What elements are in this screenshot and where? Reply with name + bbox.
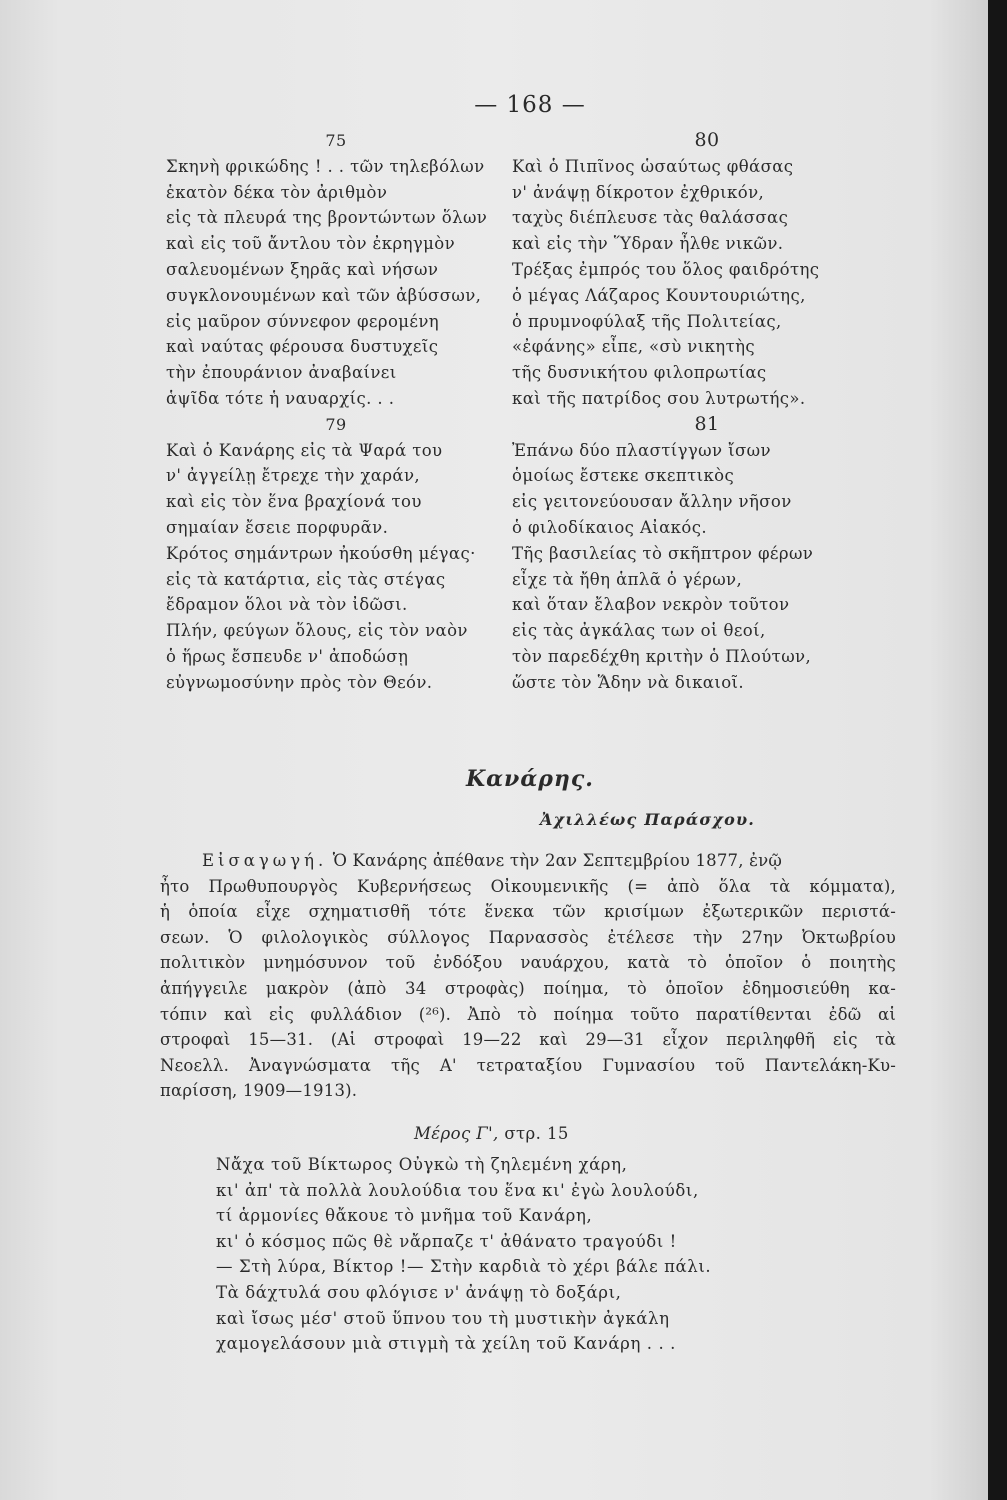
intro-line: ἡ ὁποία εἶχε σχηματισθῆ τότε ἕνεκα τῶν κρισίμων ἐξωτερικῶν περιστά-	[160, 902, 896, 922]
verse-line: καὶ ναύτας φέρουσα δυστυχεῖς	[166, 337, 439, 357]
intro-line-first	[160, 848, 896, 874]
verse-line: ὥστε τὸν Ἅδην νὰ δικαιοῖ.	[512, 672, 745, 692]
verse-line: Νἄχα τοῦ Βίκτωρος Οὐγκὼ τὴ ζηλεμένη χάρη,	[216, 1155, 628, 1174]
strophe-label: στρ. 15	[504, 1124, 569, 1143]
verse-line: ταχὺς διέπλευσε τὰς θαλάσσας	[512, 208, 789, 228]
verse-line: τὴν ἐπουράνιον ἀναβαίνει	[166, 363, 397, 383]
verse-line: καὶ εἰς τοῦ ἄντλου τὸν ἐκρηγμὸν	[166, 234, 456, 254]
verse-line: τὸν παρεδέχθη κριτὴν ὁ Πλούτων,	[512, 646, 812, 666]
stanza-number: 81	[694, 412, 720, 435]
scan-edge	[988, 0, 1007, 1500]
verse-line: εἶχε τὰ ἤθη ἁπλᾶ ὁ γέρων,	[512, 569, 743, 589]
stanza-number: 75	[325, 131, 347, 150]
verse-line: εἰς τὰ κατάρτια, εἰς τὰς στέγας	[166, 569, 446, 589]
section-author: Ἀχιλλέως Παράσχου.	[540, 810, 756, 829]
intro-line: Ὁ Κανάρης ἀπέθανε τὴν 2αν Σεπτεμβρίου 1877, ἐνῷ	[332, 851, 783, 870]
part-label: Μέρος Γ',	[414, 1124, 499, 1143]
verse-line: ὁ φιλοδίκαιος Αἰακός.	[512, 517, 707, 537]
intro-line: πολιτικὸν μνημόσυνον τοῦ ἐνδόξου ναυάρχου, κατὰ τὸ ὁποῖον ὁ ποιητὴς	[160, 953, 896, 973]
verse-line: τῆς δυσνικήτου φιλοπρωτίας	[512, 363, 767, 383]
verse-line: εἰς τὰς ἀγκάλας των οἱ θεοί,	[512, 621, 766, 641]
verse-line: ἔδραμον ὅλοι νὰ τὸν ἰδῶσι.	[166, 595, 408, 615]
intro-line: ἀπήγγειλε μακρὸν (ἀπὸ 34 στροφὰς) ποίημα, τὸ ὁποῖον ἐδημοσιεύθη κα-	[160, 978, 896, 998]
intro-line: παρίσση, 1909—1913).	[160, 1081, 358, 1101]
section-title: Κανάρης.	[466, 766, 594, 792]
verse-subheading	[414, 1124, 569, 1143]
verse-line: Πλήν, φεύγων ὅλους, εἰς τὸν ναὸν	[166, 621, 468, 641]
verse-line: Καὶ ὁ Κανάρης εἰς τὰ Ψαρά του	[166, 440, 443, 460]
intro-label: Εἰσαγωγή.	[202, 851, 328, 870]
verse-line: ν' ἀνάψῃ δίκροτον ἐχθρικόν,	[512, 182, 765, 202]
page-number: — 168 —	[474, 92, 586, 118]
right-column	[512, 128, 902, 696]
verse-line: εὐγνωμοσύνην πρὸς τὸν Θεόν.	[166, 672, 433, 692]
verse-line: εἰς τὰ πλευρά της βροντώντων ὅλων	[166, 208, 488, 228]
verse-line: ὁ μέγας Λάζαρος Κουντουριώτης,	[512, 285, 806, 305]
intro-line: Νεοελλ. Ἀναγνώσματα τῆς Α' τετραταξίου Γυμνασίου τοῦ Παντελάκη-Κυ-	[160, 1055, 896, 1075]
verse-line: εἰς γειτονεύουσαν ἄλλην νῆσον	[512, 492, 792, 512]
verse-block	[216, 1152, 816, 1357]
verse-line: καὶ εἰς τὴν Ὕδραν ἦλθε νικῶν.	[512, 234, 784, 254]
verse-line: χαμογελάσουν μιὰ στιγμὴ τὰ χείλη τοῦ Κανάρη . . .	[216, 1334, 677, 1354]
verse-line: Τὰ δάχτυλά σου φλόγισε ν' ἀνάψῃ τὸ δοξάρι,	[216, 1282, 622, 1302]
verse-line: — Στὴ λύρα, Βίκτορ !— Στὴν καρδιὰ τὸ χέρι βάλε πάλι.	[216, 1257, 712, 1277]
verse-line: Σκηνὴ φρικώδης ! . . τῶν τηλεβόλων	[166, 156, 485, 176]
verse-line: ὁμοίως ἔστεκε σκεπτικὸς	[512, 466, 735, 486]
verse-line: σημαίαν ἔσειε πορφυρᾶν.	[166, 517, 389, 537]
stanza-number: 79	[325, 414, 347, 434]
verse-line: «ἐφάνης» εἶπε, «σὺ νικητὴς	[512, 337, 756, 357]
verse-line: Κρότος σημάντρων ἠκούσθη μέγας·	[166, 543, 476, 563]
verse-line: συγκλονουμένων καὶ τῶν ἀβύσσων,	[166, 285, 482, 305]
stanza-number: 80	[694, 129, 720, 151]
verse-line: ν' ἀγγείλῃ ἔτρεχε τὴν χαράν,	[166, 466, 421, 486]
intro-line: τόπιν καὶ εἰς φυλλάδιον (²⁶). Ἀπὸ τὸ ποίημα τοῦτο παρατίθενται ἐδῶ αἱ	[160, 1004, 896, 1024]
verse-line: σαλευομένων ξηρᾶς καὶ νήσων	[166, 259, 439, 279]
verse-line: καὶ ὅταν ἔλαβον νεκρὸν τοῦτον	[512, 595, 790, 615]
verse-line: κι' ὁ κόσμος πῶς θὲ νἄρπαζε τ' ἀθάνατο τραγούδι !	[216, 1231, 677, 1251]
verse-line: Ἐπάνω δύο πλαστίγγων ἴσων	[512, 440, 771, 460]
intro-paragraph	[160, 848, 896, 1104]
intro-line: ἦτο Πρωθυπουργὸς Κυβερνήσεως Οἰκουμενικῆς (= ἀπὸ ὅλα τὰ κόμματα),	[160, 876, 896, 896]
verse-line: ἑκατὸν δέκα τὸν ἀριθμὸν	[166, 182, 388, 202]
verse-line: ἁψῖδα τότε ἡ ναυαρχίς. . .	[166, 388, 395, 408]
verse-line: τί ἁρμονίες θἄκουε τὸ μνῆμα τοῦ Κανάρη,	[216, 1206, 593, 1226]
intro-line: στροφαὶ 15—31. (Αἱ στροφαὶ 19—22 καὶ 29—31 εἶχον περιληφθῆ εἰς τὰ	[160, 1030, 896, 1050]
verse-line: Τῆς βασιλείας τὸ σκῆπτρον φέρων	[512, 543, 814, 563]
verse-line: Καὶ ὁ Πιπῖνος ὡσαύτως φθάσας	[512, 156, 794, 176]
verse-line: Τρέξας ἐμπρός του ὅλος φαιδρότης	[512, 259, 820, 279]
verse-line: καὶ εἰς τὸν ἕνα βραχίονά του	[166, 492, 422, 512]
verse-line: ὁ πρυμνοφύλαξ τῆς Πολιτείας,	[512, 311, 782, 331]
verse-line: καὶ ἴσως μέσ' στοῦ ὕπνου του τὴ μυστικὴν ἀγκάλη	[216, 1308, 670, 1328]
verse-line: κι' ἀπ' τὰ πολλὰ λουλούδια του ἕνα κι' ἐγὼ λουλούδι,	[216, 1180, 699, 1200]
left-column	[166, 128, 506, 696]
verse-line: ὁ ἥρως ἔσπευδε ν' ἀποδώσῃ	[166, 646, 409, 666]
intro-line: σεων. Ὁ φιλολογικὸς σύλλογος Παρνασσὸς ἐτέλεσε τὴν 27ην Ὀκτωβρίου	[160, 927, 896, 947]
verse-line: καὶ τῆς πατρίδος σου λυτρωτής».	[512, 388, 806, 408]
verse-line: εἰς μαῦρον σύννεφον φερομένη	[166, 311, 440, 331]
